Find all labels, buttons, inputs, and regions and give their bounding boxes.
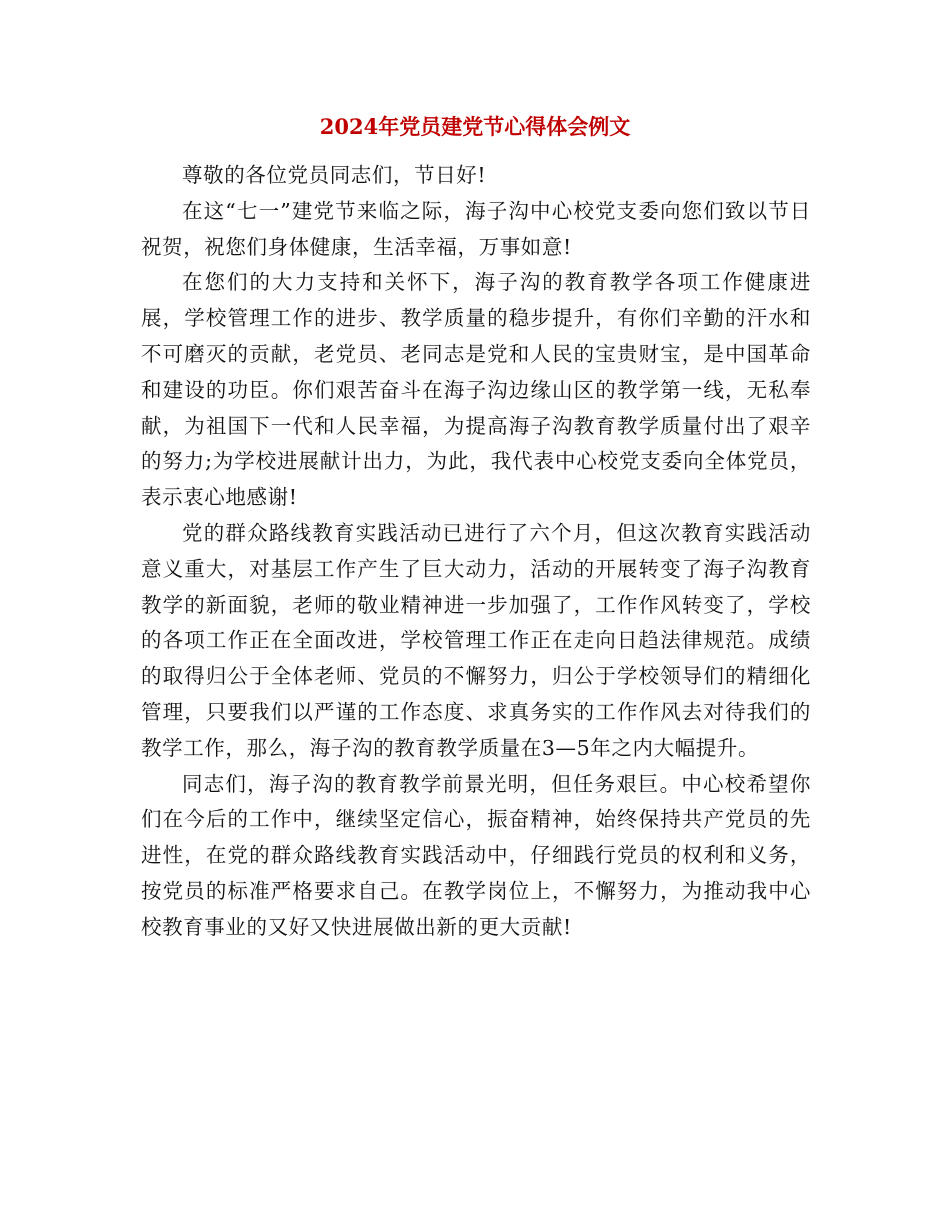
paragraph-congratulations: 在这“七一”建党节来临之际，海子沟中心校党支委向您们致以节日祝贺，祝您们身体健康，生活幸福，万事如意! <box>141 198 811 259</box>
paragraph-thanks: 在您们的大力支持和关怀下，海子沟的教育教学各项工作健康进展，学校管理工作的进步、教学质量的稳步提升，有你们辛勤的汗水和不可磨灭的贡献，老党员、老同志是党和人民的宝贵财宝，是中国革命和建设的功臣。你们艰苦奋斗在海子沟边缘山区的教学第一线，无私奉献，为祖国下一代和人民幸福，为提高海子沟教育教学质量付出了艰辛的努力;为学校进展献计出力，为此，我代表中心校党支委向全体党员，表示衷心地感谢! <box>141 270 811 510</box>
paragraph-activity-progress: 党的群众路线教育实践活动已进行了六个月，但这次教育实践活动意义重大，对基层工作产生了巨大动力，活动的开展转变了海子沟教育教学的新面貌，老师的敬业精神进一步加强了，工作作风转变了，学校的各项工作正在全面改进，学校管理工作正在走向日趋法律规范。成绩的取得归公于全体老师、党员的不懈努力，归公于学校领导们的精细化管理，只要我们以严谨的工作态度、求真务实的工作作风去对待我们的教学工作，那么，海子沟的教育教学质量在3—5年之内大幅提升。 <box>141 520 811 760</box>
paragraph-greeting: 尊敬的各位党员同志们，节日好! <box>182 163 487 187</box>
document-title: 2024年党员建党节心得体会例文 <box>319 114 631 139</box>
paragraph-closing-hope: 同志们，海子沟的教育教学前景光明，但任务艰巨。中心校希望你们在今后的工作中，继续坚定信心，振奋精神，始终保持共产党员的先进性，在党的群众路线教育实践活动中，仔细践行党员的权利和义务，按党员的标准严格要求自己。在教学岗位上，不懈努力，为推动我中心校教育事业的又好又快进展做出新的更大贡献! <box>141 771 811 939</box>
document-body <box>141 158 811 946</box>
